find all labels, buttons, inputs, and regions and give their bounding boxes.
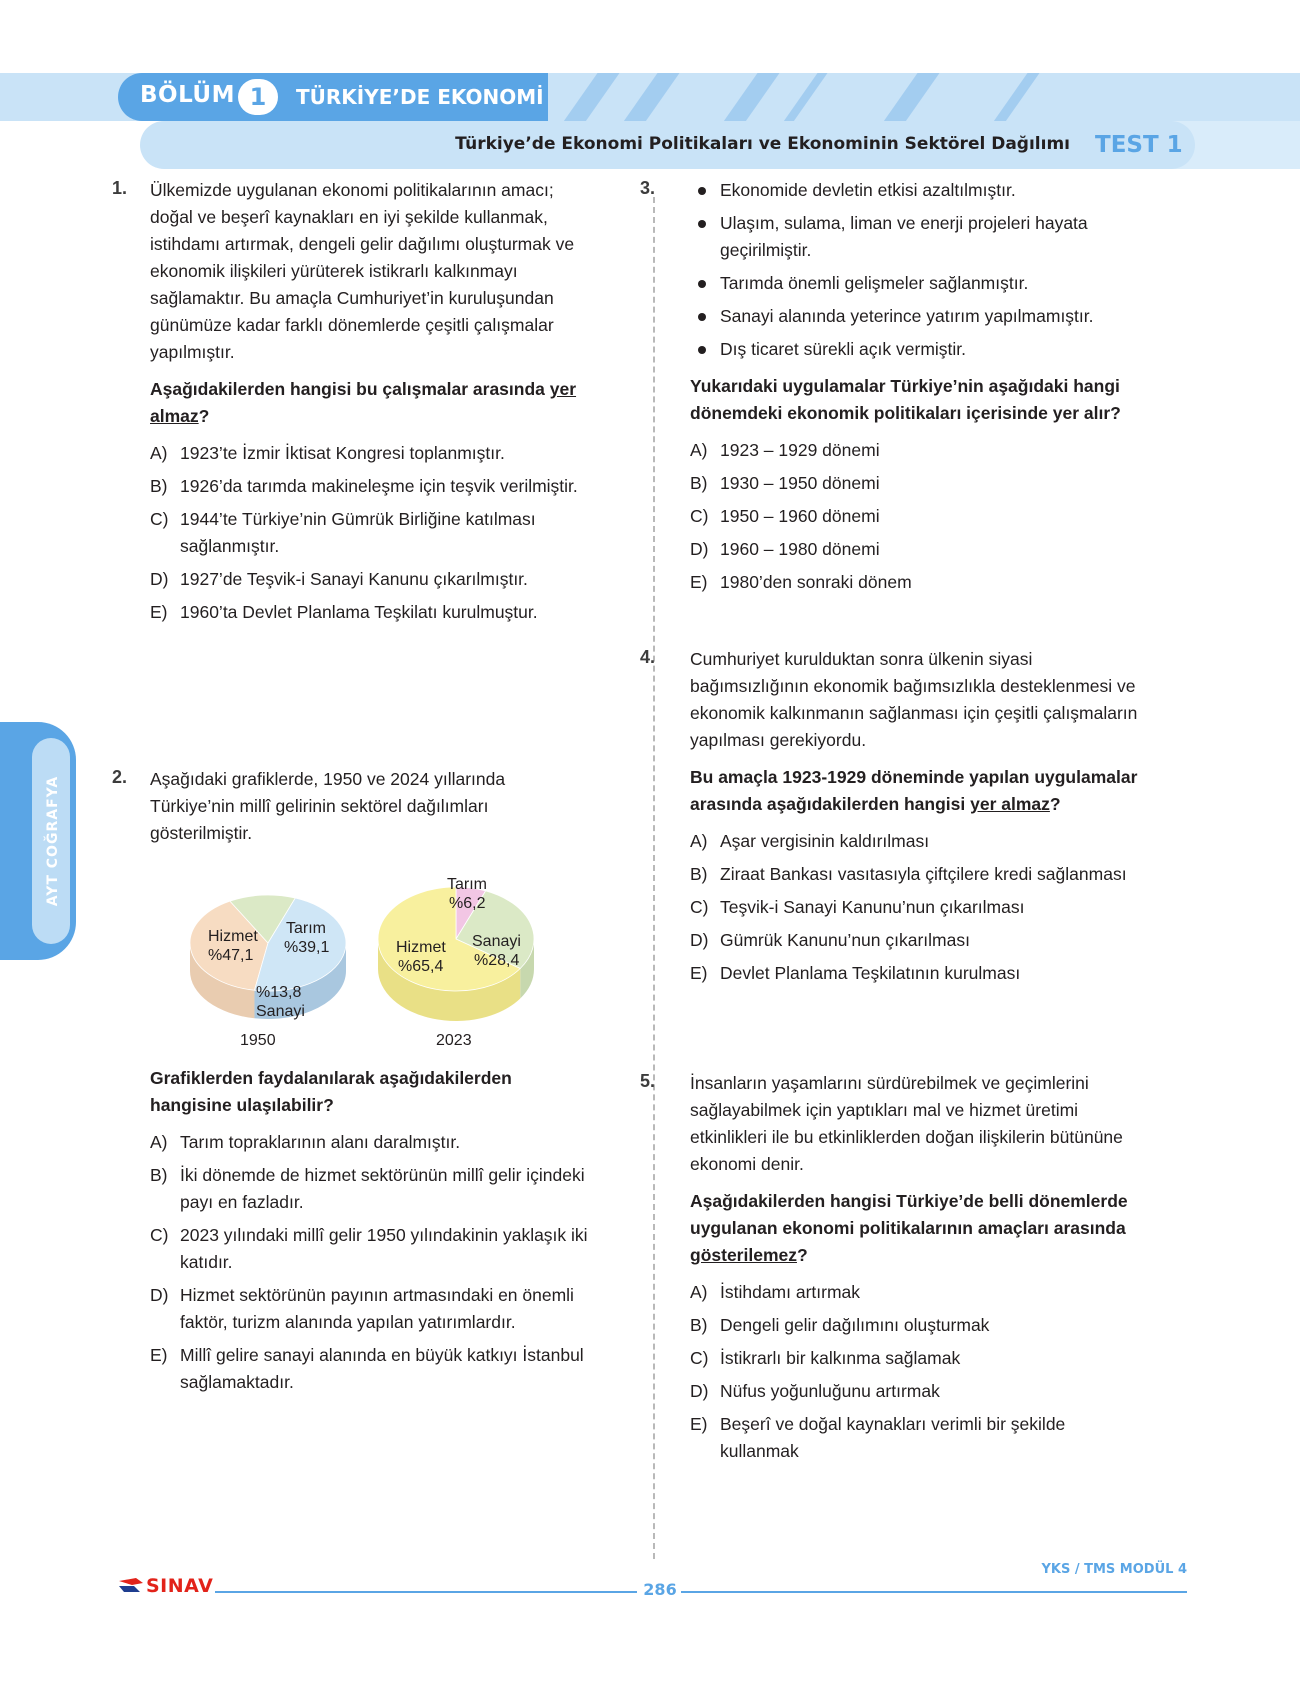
option-e[interactable]: E) Devlet Planlama Teşkilatının kurulması	[690, 963, 1021, 983]
bullet-item: Sanayi alanında yeterince yatırım yapılmamıştır.	[690, 303, 1160, 330]
value-hizmet-1950: %47,1	[208, 947, 254, 964]
label-hizmet-1950: Hizmet	[208, 928, 258, 945]
option-c[interactable]: C) İstikrarlı bir kalkınma sağlamak	[690, 1348, 961, 1368]
question-number: 1.	[112, 178, 128, 198]
option-e[interactable]: E) Beşerî ve doğal kaynakları verimli bir şekilde kullanmak	[690, 1414, 1066, 1461]
option-c[interactable]: C) 1950 – 1960 dönemi	[690, 506, 880, 526]
year-1950: 1950	[240, 1032, 276, 1049]
option-e[interactable]: E) 1980’den sonraki dönem	[690, 572, 912, 592]
question-5	[690, 1070, 1145, 1471]
emphasis: yer almaz	[150, 379, 577, 426]
option-d[interactable]: D) 1960 – 1980 dönemi	[690, 539, 880, 559]
label-tarim-1950: Tarım	[286, 920, 326, 937]
option-c[interactable]: C) 2023 yılındaki millî gelir 1950 yılındakinin yaklaşık iki katıdır.	[150, 1225, 588, 1272]
option-e[interactable]: E) 1960’ta Devlet Planlama Teşkilatı kurulmuştur.	[150, 602, 538, 622]
option-b[interactable]: B) 1926’da tarımda makineleşme için teşvik verilmiştir.	[150, 476, 578, 496]
bullet-item: Ekonomide devletin etkisi azaltılmıştır.	[690, 177, 1160, 204]
emphasis: yer almaz	[970, 794, 1050, 814]
page-number: 286	[643, 1580, 677, 1599]
label-hizmet-2023: Hizmet	[396, 939, 446, 956]
option-c[interactable]: C) 1944’te Türkiye’nin Gümrük Birliğine katılması sağlanmıştır.	[150, 509, 536, 556]
option-e[interactable]: E) Millî gelire sanayi alanında en büyük katkıyı İstanbul sağlamaktadır.	[150, 1345, 584, 1392]
question-stem: İnsanların yaşamlarını sürdürebilmek ve geçimlerini sağlayabilmek için yaptıkları mal ve hizmet üretimi etkinlikleri ile bu etkinliklerden doğan ilişkilerin bütününe ekonomi denir.	[690, 1073, 1123, 1174]
year-2023: 2023	[436, 1032, 472, 1049]
emphasis: gösterilemez	[690, 1245, 797, 1265]
bullet-item: Ulaşım, sulama, liman ve enerji projeleri hayata geçirilmiştir.	[690, 210, 1160, 264]
value-sanayi-2023: %28,4	[474, 952, 520, 969]
question-stem: Cumhuriyet kurulduktan sonra ülkenin siyasi bağımsızlığının ekonomik bağımsızlıkla desteklenmesi ve ekonomik kalkınmanın sağlanması için çeşitli çalışmaların yapılması gerekiyordu.	[690, 649, 1138, 750]
option-a[interactable]: A) 1923’te İzmir İktisat Kongresi toplanmıştır.	[150, 443, 505, 463]
question-ask: Grafiklerden faydalanılarak aşağıdakilerden hangisine ulaşılabilir?	[150, 1068, 512, 1115]
value-hizmet-2023: %65,4	[398, 958, 444, 975]
question-ask: Yukarıdaki uygulamalar Türkiye’nin aşağıdaki hangi dönemdeki ekonomik politikaları içerisinde yer alır?	[690, 376, 1121, 423]
section-label: BÖLÜM	[140, 82, 235, 108]
value-tarim-1950: %39,1	[284, 939, 330, 956]
option-d[interactable]: D) Nüfus yoğunluğunu artırmak	[690, 1381, 940, 1401]
footer-rule-left	[215, 1591, 637, 1593]
option-d[interactable]: D) Gümrük Kanunu’nun çıkarılması	[690, 930, 970, 950]
option-a[interactable]: A) Aşar vergisinin kaldırılması	[690, 831, 930, 851]
question-stem: Ülkemizde uygulanan ekonomi politikalarının amacı; doğal ve beşerî kaynakları en iyi şekilde kullanmak, istihdamı artırmak, dengeli gelir dağılımı oluşturmak ve ekonomik ilişkileri yürüterek istikrarlı kalkınmayı sağlamaktır. Bu amaçla Cumhuriyet’in kuruluşundan günümüze kadar farklı dönemlerde çeşitli çalışmalar yapılmıştır.	[150, 180, 575, 362]
label-sanayi-2023: Sanayi	[472, 933, 521, 950]
question-3	[690, 177, 1160, 602]
option-a[interactable]: A) 1923 – 1929 dönemi	[690, 440, 880, 460]
section-number: 1	[238, 79, 278, 115]
question-4	[690, 646, 1145, 993]
question-ask: Bu amaçla 1923-1929 döneminde yapılan uygulamalar arasında aşağıdakilerden hangisi yer almaz?	[690, 767, 1138, 814]
test-label: TEST 1	[1095, 132, 1183, 158]
option-d[interactable]: D) 1927’de Teşvik-i Sanayi Kanunu çıkarılmıştır.	[150, 569, 528, 589]
bullet-item: Tarımda önemli gelişmeler sağlanmıştır.	[690, 270, 1160, 297]
option-a[interactable]: A) Tarım topraklarının alanı daralmıştır.	[150, 1132, 461, 1152]
section-title: TÜRKİYE’DE EKONOMİ	[296, 85, 544, 109]
option-c[interactable]: C) Teşvik-i Sanayi Kanunu’nun çıkarılması	[690, 897, 1025, 917]
question-ask: Aşağıdakilerden hangisi bu çalışmalar arasında yer almaz?	[150, 379, 577, 426]
question-1	[150, 177, 595, 632]
question-number: 3.	[640, 178, 656, 198]
brand-logo-icon	[118, 1574, 144, 1596]
pie-charts	[190, 870, 600, 1070]
question-number: 5.	[640, 1071, 656, 1091]
module-label: YKS / TMS MODÜL 4	[1041, 1562, 1187, 1577]
question-number: 4.	[640, 647, 656, 667]
column-divider	[653, 197, 655, 1559]
option-b[interactable]: B) 1930 – 1950 dönemi	[690, 473, 880, 493]
footer-rule-right	[681, 1591, 1187, 1593]
option-b[interactable]: B) Ziraat Bankası vasıtasıyla çiftçilere kredi sağlanması	[690, 864, 1127, 884]
question-stem: Aşağıdaki grafiklerde, 1950 ve 2024 yıllarında Türkiye’nin millî gelirinin sektörel dağılımları gösterilmiştir.	[150, 769, 506, 843]
page-subtitle: Türkiye’de Ekonomi Politikaları ve Ekonominin Sektörel Dağılımı	[455, 134, 1070, 154]
label-sanayi-1950: Sanayi	[256, 1003, 305, 1020]
option-b[interactable]: B) Dengeli gelir dağılımını oluşturmak	[690, 1315, 990, 1335]
question-ask: Aşağıdakilerden hangisi Türkiye’de belli dönemlerde uygulanan ekonomi politikalarının amaçları arasında gösterilemez?	[690, 1191, 1128, 1265]
option-b[interactable]: B) İki dönemde de hizmet sektörünün millî gelir içindeki payı en fazladır.	[150, 1165, 585, 1212]
value-sanayi-1950: %13,8	[256, 984, 302, 1001]
bullet-item: Dış ticaret sürekli açık vermiştir.	[690, 336, 1160, 363]
option-a[interactable]: A) İstihdamı artırmak	[690, 1282, 861, 1302]
brand-name: SINAV	[146, 1575, 214, 1597]
value-tarim-2023: %6,2	[449, 895, 486, 912]
question-2-stem	[150, 766, 590, 857]
question-number: 2.	[112, 767, 128, 787]
label-tarim-2023: Tarım	[447, 876, 487, 893]
question-2	[150, 1065, 595, 1402]
side-tab-label: AYT COĞRAFYA	[45, 775, 61, 907]
option-d[interactable]: D) Hizmet sektörünün payının artmasındaki en önemli faktör, turizm alanında yapılan yatırımlardır.	[150, 1285, 574, 1332]
